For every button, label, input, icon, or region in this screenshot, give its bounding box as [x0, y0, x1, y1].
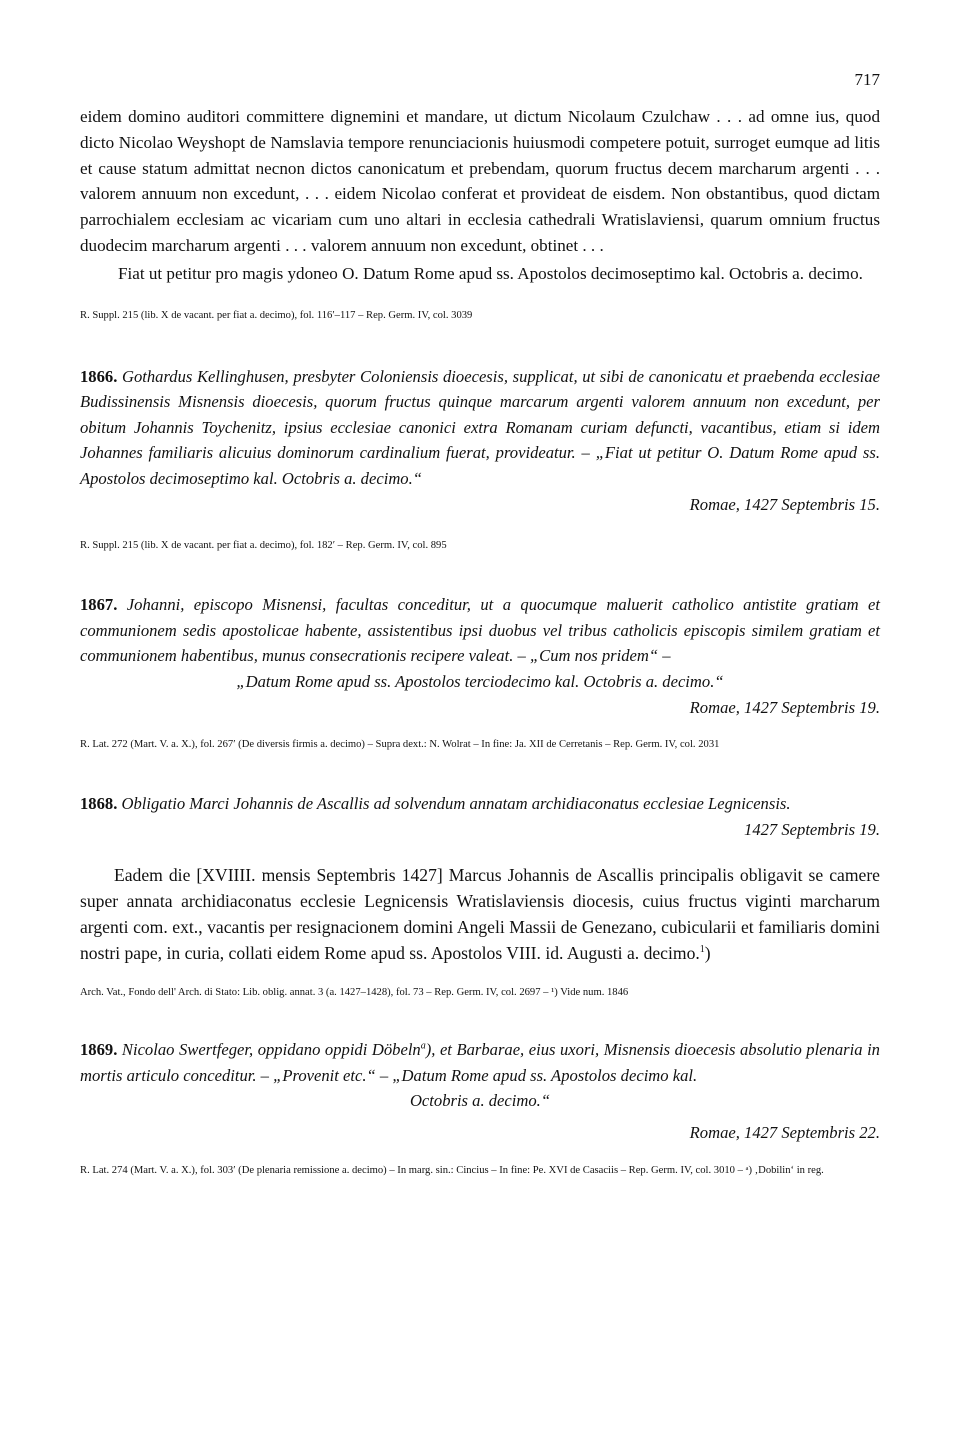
entry-number: 1866. [80, 366, 118, 386]
entry-number: 1869. [80, 1040, 118, 1060]
intro-paragraph: eidem domino auditori committere dignemini et mandare, ut dictum Nicolaum Czulchaw . . . ad omne ius, quod dicto Nicolao Weyshopt de Namslavia tempore renunciacionis huiusmodi competere potuit, surroget eumque ad litis et cause statum admittat necnon dictos canonicatum et prebendam, quorum fructus decem marcharum argenti . . . valorem annuum non excedunt, . . . eidem Nicolao conferat et provideat de eisdem. Non obstantibus, quod dictam parrochialem ecclesiam ac vicariam cum uno altari in ecclesia cathedrali Wratislaviensi, quarum omnium fructus duodecim marcharum argenti . . . valorem annuum non excedunt, obtinet . . . [80, 107, 880, 255]
document-page [80, 70, 880, 1179]
footnote-marker: 1 [699, 944, 705, 956]
page-number: 717 [854, 70, 880, 89]
entry-date: Romae, 1427 Septembris 15. [689, 494, 880, 514]
entry-number: 1868. [80, 794, 118, 814]
entry-summary-a: Nicolao Swertfeger, oppidano oppidi Döbeln [121, 1040, 421, 1060]
entry-datum-line: Octobris a. decimo.“ [409, 1091, 551, 1111]
entry-date: Romae, 1427 Septembris 22. [689, 1123, 880, 1143]
entry-text [80, 592, 880, 669]
entry-datum-line: „Datum Rome apud ss. Apostolos terciodecimo kal. Octobris a. decimo.“ [236, 671, 724, 691]
entry-body-text: Eadem die [XVIIII. mensis Septembris 1427] Marcus Johannis de Ascallis principalis obligavit se camere super annata archidiaconatus ecclesie Legnicensis Wratislaviensis diocesis, cuius fructus viginti marcharum argenti com. ext., vacantis per resignacionem domini Angeli Massii de Genezano, cubicularii et familiaris domini nostri pape, in curia, collati eidem Rome apud ss. Apostolos VIII. id. Augusti a. decimo. [80, 865, 880, 964]
entry-1868 [80, 791, 880, 1001]
intro-source-note: R. Suppl. 215 (lib. X de vacant. per fiat a. decimo), fol. 116′–117 – Rep. Germ. IV, col. 3039 [80, 309, 473, 321]
entry-source-note: R. Lat. 274 (Mart. V. a. X.), fol. 303′ (De plenaria remissione a. decimo) – In marg. sin.: Cincius – In fine: Pe. XVI de Casaciis – Rep. Germ. IV, col. 3010 – ᵃ) ‚Dobilin‘ in reg. [80, 1164, 824, 1176]
entry-summary: Johanni, episcopo Misnensi, facultas conceditur, ut a quocumque maluerit catholico antistite gratiam et communionem sedis apostolicae habente, assistentibus ipsi duobus vel tribus catholicis episcopis similem gratiam et communionem habentibus, munus consecrationis recipere valeat. – „Cum nos pridem“ – [80, 595, 880, 666]
entry-date: Romae, 1427 Septembris 19. [689, 697, 880, 717]
entry-source-note: R. Suppl. 215 (lib. X de vacant. per fiat a. decimo), fol. 182′ – Rep. Germ. IV, col. 895 [80, 540, 447, 552]
entry-1866 [80, 364, 880, 555]
intro-fiat-paragraph: Fiat ut petitur pro magis ydoneo O. Datum Rome apud ss. Apostolos decimoseptimo kal. Octobris a. decimo. [118, 263, 863, 283]
entry-text [80, 364, 880, 492]
entry-body: Eadem die [XVIIII. mensis Septembris 1427] Marcus Johannis de Ascallis principalis obligavit se camere super annata archidiaconatus ecclesie Legnicensis Wratislaviensis diocesis, cuius fructus viginti marcharum argenti com. ext., vacantis per resignacionem domini Angeli Massii de Genezano, cubicularii et familiaris domini nostri pape, in curia, collati eidem Rome apud ss. Apostolos VIII. id. Augusti a. decimo.$^1$) [80, 865, 880, 964]
entry-1869 [80, 1037, 880, 1178]
entry-summary-b: ), et Barbarae, eius uxori, Misnensis dioecesis absolutio plenaria in mortis articulo conceditur. – „Provenit etc.“ – „Datum Rome apud ss. Apostolos decimo kal. [80, 1040, 880, 1085]
entry-summary: Obligatio Marci Johannis de Ascallis ad solvendum annatam archidiaconatus ecclesiae Legnicensis. [121, 794, 791, 814]
entry-source-note: R. Lat. 272 (Mart. V. a. X.), fol. 267′ (De diversis firmis a. decimo) – Supra dext.: N. Wolrat – In fine: Ja. XII de Cerretanis – Rep. Germ. IV, col. 2031 [80, 739, 720, 751]
entry-1867 [80, 592, 880, 753]
entry-summary: Gothardus Kellinghusen, presbyter Coloniensis dioecesis, supplicat, ut sibi de canonicatu et praebenda ecclesiae Budissinensis Misnensis dioecesis, quorum fructus quinque marcarum argenti valorem annuum non excedunt, per obitum Johannis Toychenitz, ipsius ecclesiae canonici extra Romanam curiam defuncti, vacantibus, etiam si idem Johannes familiaris alicuius dominorum cardinalium fuerat, provideatur. – „Fiat ut petitur O. Datum Rome apud ss. Apostolos decimoseptimo kal. Octobris a. decimo.“ [80, 366, 880, 488]
entry-text [80, 1037, 880, 1088]
entry-text [80, 791, 880, 817]
footnote-marker: a [420, 1040, 426, 1052]
entry-number: 1867. [80, 595, 118, 615]
entry-date: 1427 Septembris 19. [744, 819, 880, 839]
entry-source-note: Arch. Vat., Fondo dell' Arch. di Stato: Lib. oblig. annat. 3 (a. 1427–1428), fol. 73 – Rep. Germ. IV, col. 2697 – ¹) Vide num. 1846 [80, 987, 629, 999]
